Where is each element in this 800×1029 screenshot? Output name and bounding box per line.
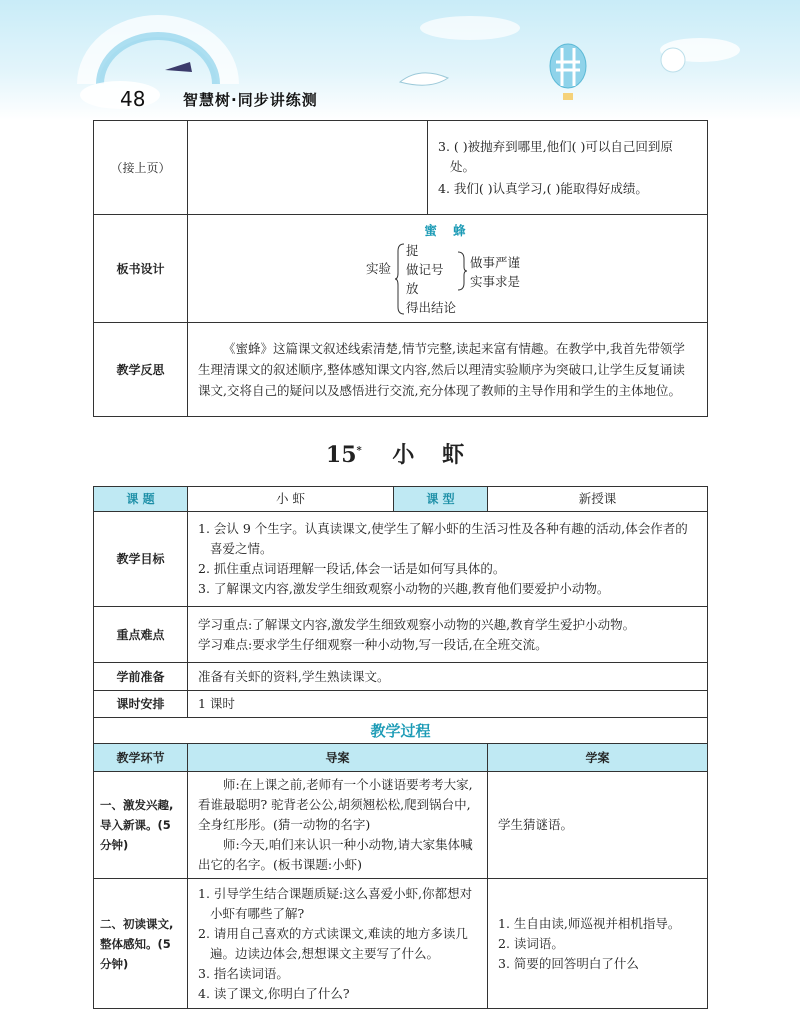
goals-label: 教学目标 [94,512,188,607]
hours-label: 课时安排 [94,691,188,718]
study-item: 2. 读词语。 [498,935,564,951]
continued-item: 3. ( )被抛弃到哪里,他们( )可以自己回到原处。 [438,138,673,174]
process-title: 教学过程 [94,718,708,744]
board-left: 实验 [366,261,392,276]
guide-item: 2. 请用自己喜欢的方式读课文,难读的地方多读几遍。边读边体会,想想课文主要写了什么。 [198,925,468,961]
continued-empty-cell [188,121,428,215]
balloon-icon [550,44,586,100]
right-brace-icon [456,251,468,291]
goal-item: 1. 会认 9 个生字。认真读课文,使学生了解小虾的生活习性及各种有趣的活动,体会作者的喜爱之情。 [198,521,688,556]
study-1: 学生猜谜语。 [488,772,708,879]
lesson-title [0,438,800,469]
guide-item: 3. 指名读词语。 [198,965,289,981]
board-step: 捉 [406,243,419,258]
kite-icon [400,73,448,85]
study-item: 3. 简要的回答明白了什么 [498,955,639,971]
page-number: 48 [120,87,146,111]
process-header: 导案 [188,744,488,772]
prep-label: 学前准备 [94,663,188,691]
stage-2: 二、初读课文,整体感知。(5 分钟) [94,879,188,1009]
type-value: 新授课 [488,487,708,512]
continued-table [93,120,708,215]
goal-item: 3. 了解课文内容,激发学生细致观察小动物的兴趣,教育他们要爱护小动物。 [198,581,610,596]
board-steps [406,241,456,317]
board-label: 板书设计 [94,215,188,323]
guide-item: 4. 读了课文,你明白了什么? [198,985,350,1001]
lesson-mark: * [356,445,362,457]
page-header [0,0,800,120]
stage-1: 一、激发兴趣,导入新课。(5 分钟) [94,772,188,879]
continued-items [428,121,708,215]
board-design [188,215,708,323]
left-brace-icon [394,243,406,315]
key-points-label: 重点难点 [94,607,188,663]
study-item: 1. 生自由读,师巡视并相机指导。 [498,915,681,931]
board-step: 放 [406,281,419,296]
prep-value: 准备有关虾的资料,学生熟读课文。 [188,663,708,691]
reflection-text: 《蜜蜂》这篇课文叙述线索清楚,情节完整,读起来富有情趣。在教学中,我首先带领学生理清课文的叙述顺序,整体感知课文内容,然后以理清实验顺序为突破口,让学生反复诵读课文,交将自己的疑问以及感悟进行交流,充分体现了教师的主导作用和学生的主体地位。 [198,341,685,398]
key-point: 学习重点:了解课文内容,激发学生细致观察小动物的兴趣,教育学生爱护小动物。 [198,616,636,632]
key-point: 学习难点:要求学生仔细观察一种小动物,写一段话,在全班交流。 [198,636,548,652]
board-step: 得出结论 [406,300,457,315]
topic-value: 小 虾 [188,487,394,512]
board-conclusion: 实事求是 [470,274,521,289]
reflection-label: 教学反思 [94,323,188,417]
board-conclusion: 做事严谨 [470,255,521,270]
board-reflection-table [93,214,708,417]
board-title: 蜜 蜂 [424,223,472,238]
goal-item: 2. 抓住重点词语理解一段话,体会一话是如何写具体的。 [198,561,506,576]
type-label: 课 型 [394,487,488,512]
process-header: 学案 [488,744,708,772]
board-step: 做记号 [406,262,444,277]
lesson-plan-table [93,486,708,718]
lesson-number: 15 [325,442,357,468]
process-header: 教学环节 [94,744,188,772]
process-table [93,717,708,1009]
guide-item: 1. 引导学生结合课题质疑:这么喜爱小虾,你都想对小虾有哪些了解? [198,885,473,921]
continued-item: 4. 我们( )认真学习,( )能取得好成绩。 [438,180,648,196]
guide-paragraph: 师:在上课之前,老师有一个小谜语要考考大家,看谁最聪明? 驼背老公公,胡须翘松松,爬到锅台中,全身红彤彤。(猜一动物的名字) [198,777,473,832]
book-title: 智慧树·同步讲练测 [183,91,318,109]
topic-label: 课 题 [94,487,188,512]
hours-value: 1 课时 [188,691,708,718]
continued-label: （接上页） [94,121,188,215]
lesson-name: 小 虾 [392,442,475,468]
guide-paragraph: 师:今天,咱们来认识一种小动物,请大家集体喊出它的名字。(板书课题:小虾) [198,837,473,872]
board-conclusions [470,253,520,291]
